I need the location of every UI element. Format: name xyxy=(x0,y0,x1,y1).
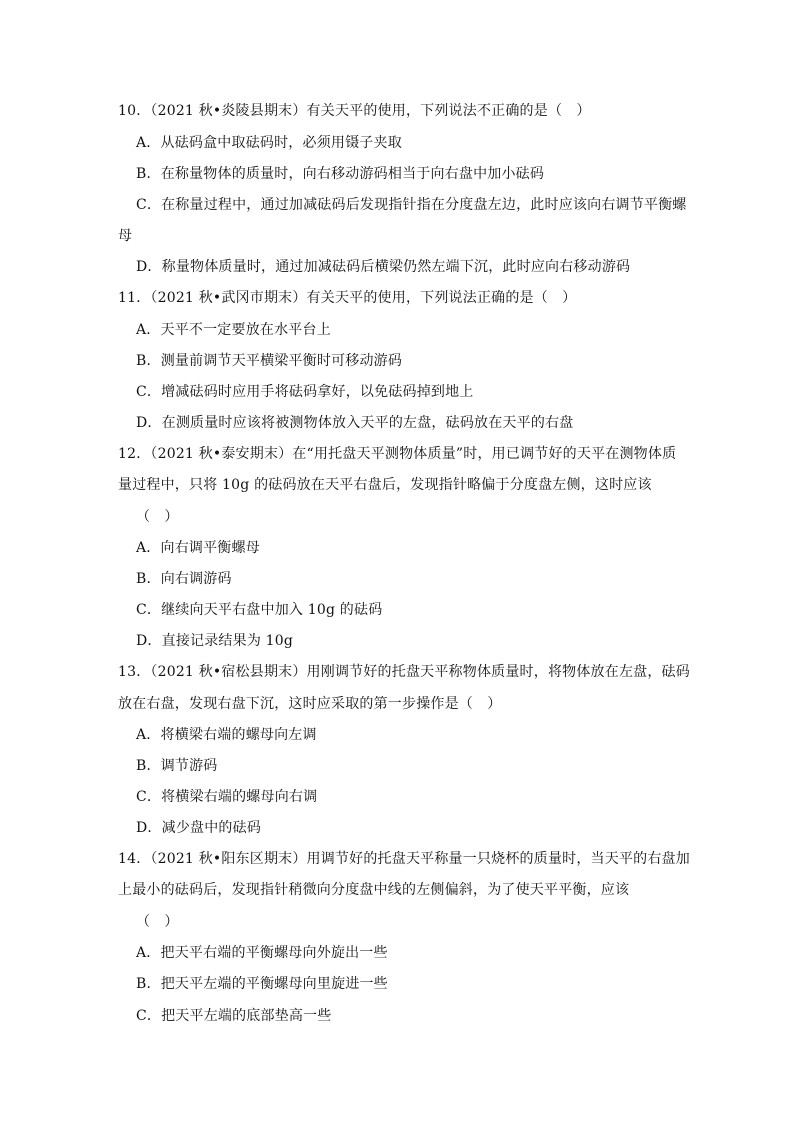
question-14-answer-bracket: （ ） xyxy=(136,914,179,930)
question-13-option-c: C．将横梁右端的螺母向右调 xyxy=(136,789,318,805)
question-12-stem-line-1: 12．（2021 秋•泰安期末）在“用托盘天平测物体质量”时，用已调节好的天平在测物体质 xyxy=(118,446,677,462)
question-14-option-c: C．把天平左端的底部垫高一些 xyxy=(136,1008,332,1024)
question-10-option-c-continued: 母 xyxy=(118,228,133,244)
question-10-option-c: C．在称量过程中，通过加减砝码后发现指针指在分度盘左边，此时应该向右调节平衡螺 xyxy=(136,197,687,213)
question-11-option-d: D．在测质量时应该将被测物体放入天平的左盘，砝码放在天平的右盘 xyxy=(136,415,574,431)
question-12-answer-bracket: （ ） xyxy=(136,509,179,525)
question-12-option-b: B．向右调游码 xyxy=(136,571,232,587)
question-12-option-d: D．直接记录结果为 10g xyxy=(136,633,294,649)
question-10-option-a: A．从砝码盒中取砝码时，必须用镊子夹取 xyxy=(136,135,402,151)
question-10-option-d: D．称量物体质量时，通过加减砝码后横梁仍然左端下沉，此时应向右移动游码 xyxy=(136,259,631,275)
question-13-stem-line-2: 放在右盘，发现右盘下沉，这时应采取的第一步操作是（ ） xyxy=(118,696,502,712)
question-12-stem-line-2: 量过程中，只将 10g 的砝码放在天平右盘后，发现指针略偏于分度盘左侧，这时应该 xyxy=(118,477,652,493)
question-11-stem: 11．（2021 秋•武冈市期末）有关天平的使用，下列说法正确的是（ ） xyxy=(118,290,577,306)
question-11-option-b: B．测量前调节天平横梁平衡时可移动游码 xyxy=(136,353,403,369)
question-13-option-d: D．减少盘中的砝码 xyxy=(136,820,262,836)
question-13-option-a: A．将横梁右端的螺母向左调 xyxy=(136,727,317,743)
question-14-stem-line-1: 14．（2021 秋•阳东区期末）用调节好的托盘天平称量一只烧杯的质量时，当天平的右盘加 xyxy=(118,851,690,867)
question-12-option-c: C．继续向天平右盘中加入 10g 的砝码 xyxy=(136,602,383,618)
question-10-stem: 10．（2021 秋•炎陵县期末）有关天平的使用，下列说法不正确的是（ ） xyxy=(118,103,591,119)
question-14-option-b: B．把天平左端的平衡螺母向里旋进一些 xyxy=(136,976,388,992)
question-13-stem-line-1: 13．（2021 秋•宿松县期末）用刚调节好的托盘天平称物体质量时，将物体放在左盘，砝码 xyxy=(118,664,690,680)
question-11-option-c: C．增减砝码时应用手将砝码拿好，以免砝码掉到地上 xyxy=(136,384,474,400)
question-12-option-a: A．向右调平衡螺母 xyxy=(136,540,260,556)
question-13-option-b: B．调节游码 xyxy=(136,758,218,774)
question-11-option-a: A．天平不一定要放在水平台上 xyxy=(136,322,331,338)
question-14-stem-line-2: 上最小的砝码后，发现指针稍微向分度盘中线的左侧偏斜，为了使天平平衡，应该 xyxy=(118,882,630,898)
question-14-option-a: A．把天平右端的平衡螺母向外旋出一些 xyxy=(136,945,388,961)
question-10-option-b: B．在称量物体的质量时，向右移动游码相当于向右盘中加小砝码 xyxy=(136,166,545,182)
